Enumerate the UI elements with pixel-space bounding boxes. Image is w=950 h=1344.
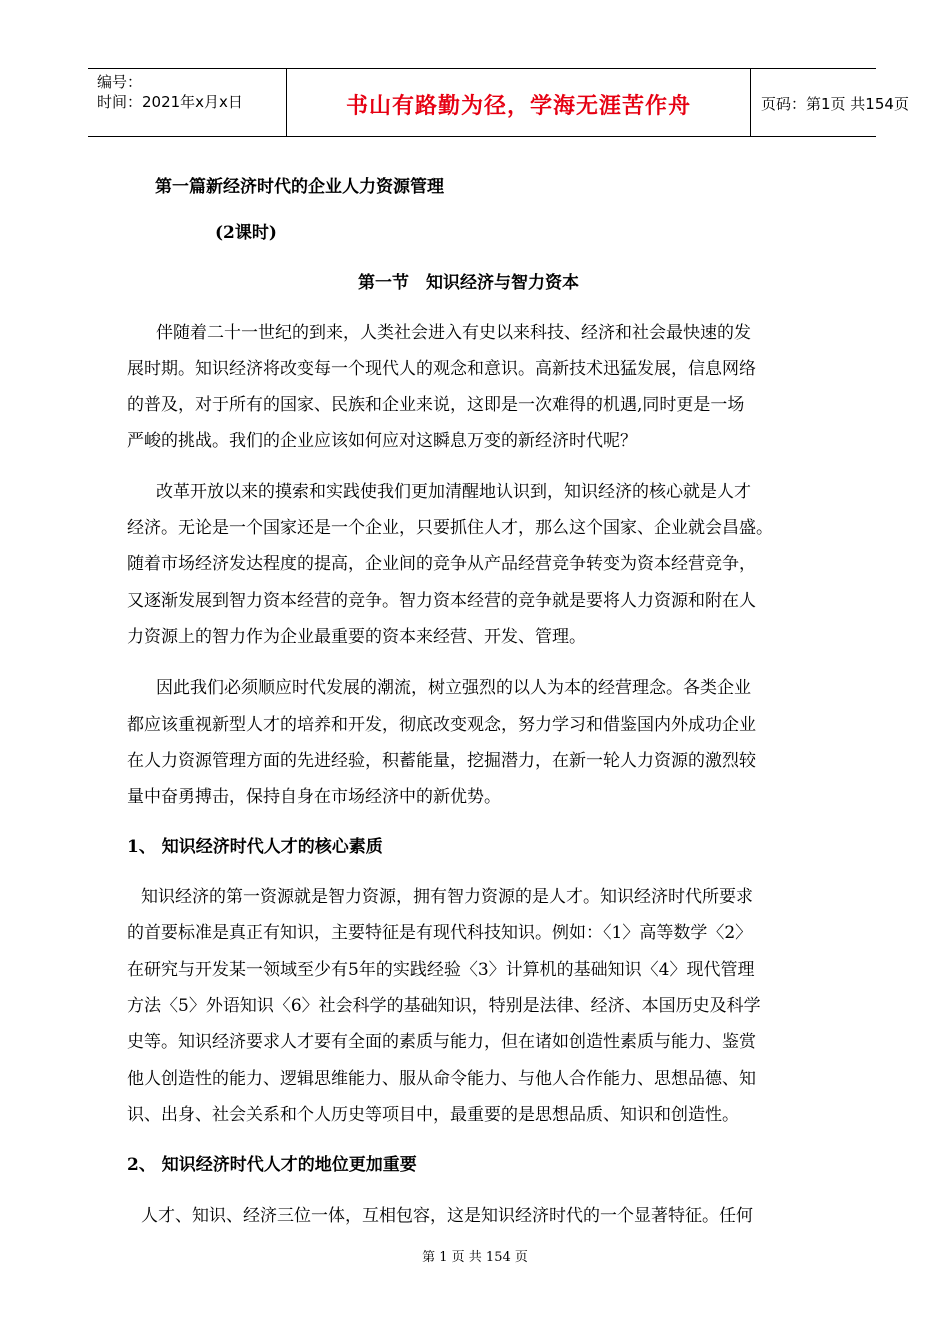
- page-footer: 第 1 页 共 154 页: [422, 1250, 528, 1265]
- paragraph-line: 识、出身、社会关系和个人历史等项目中，最重要的是思想品质、知识和创造性。: [127, 1105, 739, 1125]
- paragraph-line: 史等。知识经济要求人才要有全面的素质与能力，但在诸如创造性素质与能力、鉴赏: [127, 1032, 756, 1052]
- paragraph-line: 他人创造性的能力、逻辑思维能力、服从命令能力、与他人合作能力、思想品德、知: [127, 1069, 756, 1089]
- paragraph-line: 知识经济的第一资源就是智力资源，拥有智力资源的是人才。知识经济时代所要求: [141, 887, 753, 907]
- heading-2: 2、 知识经济时代人才的地位更加重要: [127, 1155, 417, 1175]
- paragraph-line: 因此我们必须顺应时代发展的潮流，树立强烈的以人为本的经营理念。各类企业: [156, 678, 751, 698]
- paragraph-line: 的普及，对于所有的国家、民族和企业来说，这即是一次难得的机遇,同时更是一场: [127, 395, 745, 415]
- paragraph-line: 展时期。知识经济将改变每一个现代人的观念和意识。高新技术迅猛发展，信息网络: [127, 359, 756, 379]
- paragraph-line: 又逐渐发展到智力资本经营的竞争。智力资本经营的竞争就是要将人力资源和附在人: [127, 591, 756, 611]
- paragraph-line: 方法〈5〉外语知识〈6〉社会科学的基础知识，特别是法律、经济、本国历史及科学: [127, 996, 761, 1016]
- paragraph-line: 人才、知识、经济三位一体，互相包容，这是知识经济时代的一个显著特征。任何: [141, 1206, 753, 1226]
- paragraph-line: 严峻的挑战。我们的企业应该如何应对这瞬息万变的新经济时代呢？: [127, 431, 637, 451]
- section-heading: 第一节 知识经济与智力资本: [358, 273, 579, 293]
- document-title: 第一篇新经济时代的企业人力资源管理: [155, 177, 444, 197]
- header-number-label: 编号：: [97, 73, 143, 91]
- header-table: [88, 68, 909, 137]
- paragraph-line: 的首要标准是真正有知识，主要特征是有现代科技知识。例如：〈1〉高等数学〈2〉: [127, 923, 753, 943]
- paragraph-line: 量中奋勇搏击，保持自身在市场经济中的新优势。: [127, 787, 501, 807]
- header-left-cell: [88, 69, 286, 136]
- heading-1: 1、 知识经济时代人才的核心素质: [127, 837, 383, 857]
- paragraph-line: 改革开放以来的摸索和实践使我们更加清醒地认识到，知识经济的核心就是人才: [156, 482, 751, 502]
- paragraph-line: 伴随着二十一世纪的到来，人类社会进入有史以来科技、经济和社会最快速的发: [156, 323, 751, 343]
- paragraph-line: 随着市场经济发达程度的提高，企业间的竞争从产品经营竞争转变为资本经营竞争，: [127, 554, 756, 574]
- header-time-label: 时间：2021年x月x日: [97, 93, 243, 111]
- paragraph-line: 在研究与开发某一领域至少有5年的实践经验〈3〉计算机的基础知识〈4〉现代管理: [127, 960, 755, 980]
- header-motto: 书山有路勤为径，学海无涯苦作舟: [345, 93, 691, 119]
- paragraph-line: 在人力资源管理方面的先进经验，积蓄能量，挖掘潜力，在新一轮人力资源的激烈较: [127, 751, 756, 771]
- header-page-info: 页码：第1页 共154页: [761, 95, 909, 113]
- header-right-cell: [751, 69, 909, 136]
- header-middle-cell: [286, 69, 751, 136]
- paragraph-line: 力资源上的智力作为企业最重要的资本来经营、开发、管理。: [127, 627, 586, 647]
- document-subtitle: (2课时): [215, 223, 277, 243]
- paragraph-line: 都应该重视新型人才的培养和开发，彻底改变观念，努力学习和借鉴国内外成功企业: [127, 715, 756, 735]
- paragraph-line: 经济。无论是一个国家还是一个企业，只要抓住人才，那么这个国家、企业就会昌盛。: [127, 518, 773, 538]
